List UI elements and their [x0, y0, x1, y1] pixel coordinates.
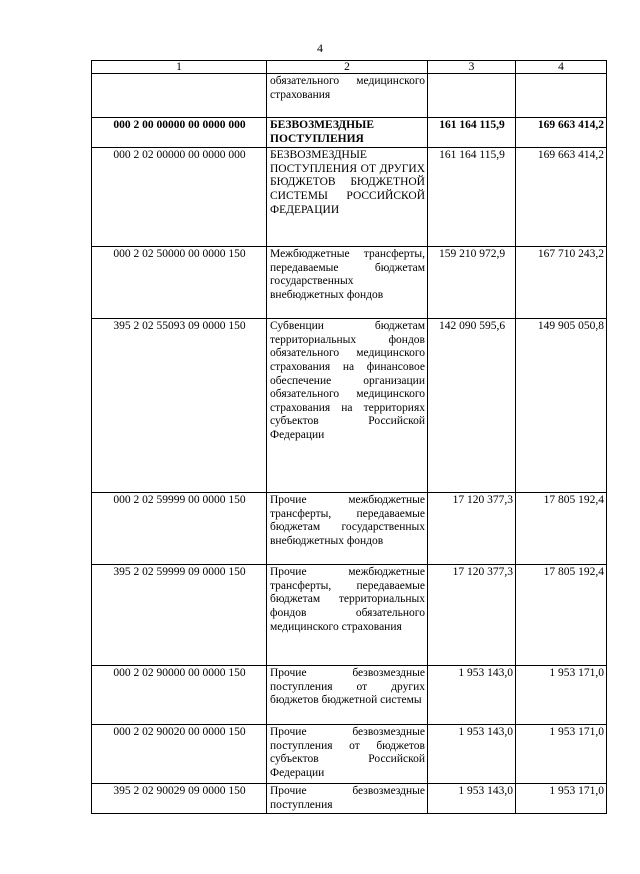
- row-value-2: 17 805 192,4: [516, 565, 607, 666]
- table-row: [92, 148, 607, 247]
- row-value-1: 17 120 377,3: [428, 493, 516, 565]
- row-name: БЕЗВОЗМЕЗДНЫЕ ПОСТУПЛЕНИЯ: [267, 118, 428, 148]
- row-name: Субвенции бюджетам территориальных фондов обязательного медицинского страхования на финансовое обеспечение организации обязательного медицинского страхования на территориях субъектов Российской Федерации: [267, 319, 428, 493]
- row-value-2: [516, 74, 607, 118]
- table-row: [92, 319, 607, 493]
- column-header-value-1: 3: [428, 61, 516, 74]
- row-code: [92, 74, 267, 118]
- table-row: [92, 118, 607, 148]
- row-value-1: 1 953 143,0: [428, 666, 516, 725]
- row-value-2: 149 905 050,8: [516, 319, 607, 493]
- table-row: [92, 493, 607, 565]
- row-code: 000 2 02 59999 00 0000 150: [92, 493, 267, 565]
- table-row: [92, 666, 607, 725]
- row-name: Межбюджетные трансферты, передаваемые бюджетам государственных внебюджетных фондов: [267, 247, 428, 319]
- table-row: [92, 565, 607, 666]
- column-header-value-2: 4: [516, 61, 607, 74]
- row-name: обязательного медицинского страхования: [267, 74, 428, 118]
- row-value-1: [428, 74, 516, 118]
- table-row: [92, 784, 607, 814]
- row-value-2: 1 953 171,0: [516, 666, 607, 725]
- row-value-1: 142 090 595,6: [428, 319, 516, 493]
- row-code: 000 2 02 90000 00 0000 150: [92, 666, 267, 725]
- row-value-2: 1 953 171,0: [516, 784, 607, 814]
- row-value-2: 17 805 192,4: [516, 493, 607, 565]
- table-row: [92, 725, 607, 784]
- budget-revenue-table: [91, 60, 607, 814]
- row-name: Прочие безвозмездные поступления от других бюджетов бюджетной системы: [267, 666, 428, 725]
- row-value-2: 169 663 414,2: [516, 118, 607, 148]
- row-code: 000 2 02 00000 00 0000 000: [92, 148, 267, 247]
- row-name: Прочие межбюджетные трансферты, передаваемые бюджетам государственных внебюджетных фондов: [267, 493, 428, 565]
- row-value-2: 1 953 171,0: [516, 725, 607, 784]
- row-name: БЕЗВОЗМЕЗДНЫЕ ПОСТУПЛЕНИЯ ОТ ДРУГИХ БЮДЖЕТОВ БЮДЖЕТНОЙ СИСТЕМЫ РОССИЙСКОЙ ФЕДЕРАЦИИ: [267, 148, 428, 247]
- row-code: 000 2 00 00000 00 0000 000: [92, 118, 267, 148]
- column-header-code: 1: [92, 61, 267, 74]
- row-value-2: 169 663 414,2: [516, 148, 607, 247]
- row-code: 000 2 02 50000 00 0000 150: [92, 247, 267, 319]
- row-value-1: 161 164 115,9: [428, 118, 516, 148]
- row-code: 395 2 02 90029 09 0000 150: [92, 784, 267, 814]
- row-value-1: 17 120 377,3: [428, 565, 516, 666]
- row-value-1: 161 164 115,9: [428, 148, 516, 247]
- row-value-1: 159 210 972,9: [428, 247, 516, 319]
- row-code: 000 2 02 90020 00 0000 150: [92, 725, 267, 784]
- row-value-1: 1 953 143,0: [428, 784, 516, 814]
- row-name: Прочие межбюджетные трансферты, передаваемые бюджетам территориальных фондов обязательного медицинского страхования: [267, 565, 428, 666]
- row-code: 395 2 02 55093 09 0000 150: [92, 319, 267, 493]
- row-name: Прочие безвозмездные поступления от бюджетов субъектов Российской Федерации: [267, 725, 428, 784]
- table-header-row: [92, 61, 607, 74]
- table-row: [92, 74, 607, 118]
- row-code: 395 2 02 59999 09 0000 150: [92, 565, 267, 666]
- page-number: 4: [317, 41, 323, 55]
- row-value-1: 1 953 143,0: [428, 725, 516, 784]
- row-name: Прочие безвозмездные поступления: [267, 784, 428, 814]
- column-header-name: 2: [267, 61, 428, 74]
- table-row: [92, 247, 607, 319]
- row-value-2: 167 710 243,2: [516, 247, 607, 319]
